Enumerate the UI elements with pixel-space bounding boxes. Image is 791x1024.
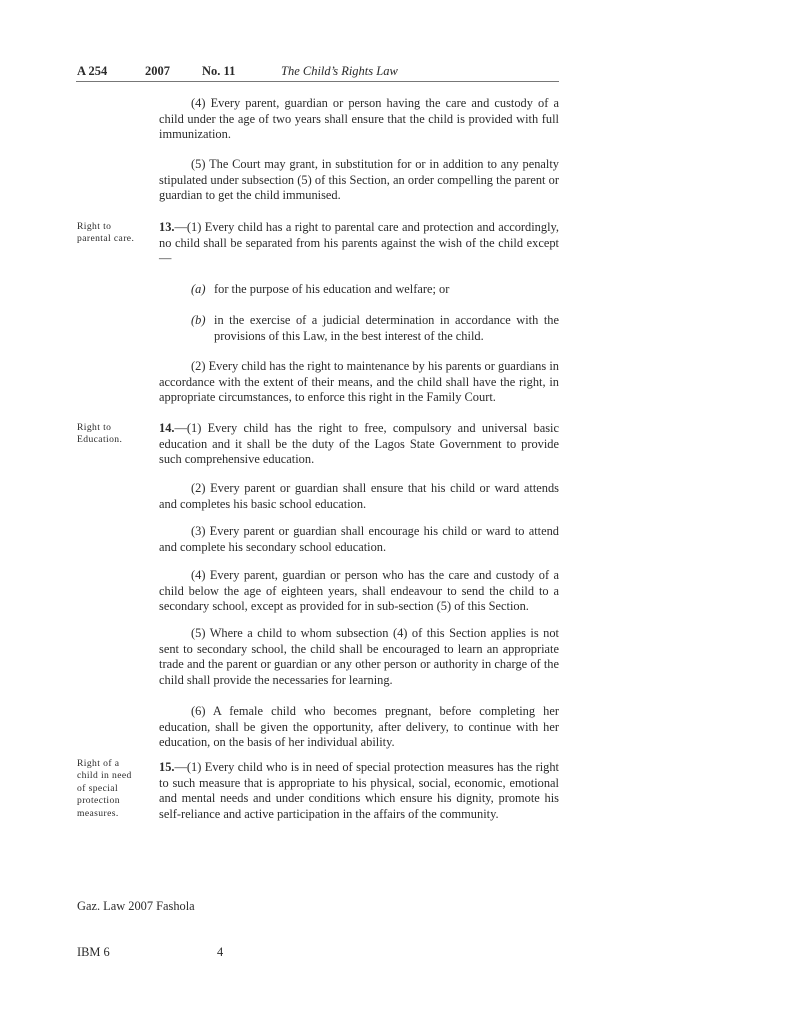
footer-code: IBM 6 xyxy=(77,945,110,959)
section-14-1 xyxy=(159,421,559,468)
section-text: —(1) Every child who is in need of special protection measures has the right to such measure that is appropriate to his physical, social, economic, emotional and mental needs and under conditions which ensure his dignity, promote his self-reliance and active participation in the affairs of the community. xyxy=(159,760,559,821)
section-number: 15. xyxy=(159,760,175,774)
margin-note-13: Right to parental care. xyxy=(77,221,135,245)
section-13-2: (2) Every child has the right to maintenance by his parents or guardians in accordance with the extent of their means, and the child shall have the right, in appropriate circumstances, to enforce this right in the Family Court. xyxy=(159,359,559,405)
item-label: (b) xyxy=(191,313,206,327)
paragraph-12-4: (4) Every parent, guardian or person having the care and custody of a child under the age of two years shall ensure that the child is provided with full immunization. xyxy=(159,96,559,142)
margin-note-14: Right to Education. xyxy=(77,422,123,446)
section-14-4: (4) Every parent, guardian or person who has the care and custody of a child below the age of eighteen years, shall endeavour to send the child to a secondary school, except as provided for in sub-section (5) of this Section. xyxy=(159,568,559,614)
header-year: 2007 xyxy=(145,64,170,78)
header-number: No. 11 xyxy=(202,64,236,78)
section-number: 13. xyxy=(159,220,175,234)
header-rule xyxy=(76,81,559,82)
item-text: in the exercise of a judicial determination in accordance with the provisions of this Law, in the best interest of the child. xyxy=(214,313,559,343)
footer-page: 4 xyxy=(217,945,224,959)
section-15-1 xyxy=(159,760,559,822)
section-14-6: (6) A female child who becomes pregnant, before completing her education, shall be given the opportunity, after delivery, to continue with her education, on the basis of her individual ability. xyxy=(159,704,559,750)
margin-note-15: Right of a child in need of special protection measures. xyxy=(77,758,132,819)
section-text: —(1) Every child has the right to free, compulsory and universal basic education and it shall be the duty of the Lagos State Government to provide such comprehensive education. xyxy=(159,421,559,467)
section-text: —(1) Every child has a right to parental care and protection and accordingly, no child shall be separated from his parents against the wish of the child except— xyxy=(159,220,559,266)
section-14-3: (3) Every parent or guardian shall encourage his child or ward to attend and complete his secondary school education. xyxy=(159,524,559,554)
section-number: 14. xyxy=(159,421,175,435)
header-title: The Child’s Rights Law xyxy=(281,64,398,78)
section-13-a xyxy=(191,282,559,298)
item-label: (a) xyxy=(191,282,206,296)
section-14-5: (5) Where a child to whom subsection (4) of this Section applies is not sent to secondary school, the child shall be encouraged to learn an appropriate trade and the parent or guardian or any other person or authority in charge of the child shall provide the necessaries for learning. xyxy=(159,626,559,687)
item-text: for the purpose of his education and welfare; or xyxy=(214,282,450,296)
section-14-2: (2) Every parent or guardian shall ensure that his child or ward attends and completes his basic school education. xyxy=(159,481,559,511)
footer-gazette: Gaz. Law 2007 Fashola xyxy=(77,899,195,913)
section-13-1 xyxy=(159,220,559,267)
paragraph-12-5: (5) The Court may grant, in substitution for or in addition to any penalty stipulated under subsection (5) of this Section, an order compelling the parent or guardian to get the child immunised. xyxy=(159,157,559,203)
page-number: A 254 xyxy=(77,64,108,78)
section-13-b xyxy=(191,313,559,344)
